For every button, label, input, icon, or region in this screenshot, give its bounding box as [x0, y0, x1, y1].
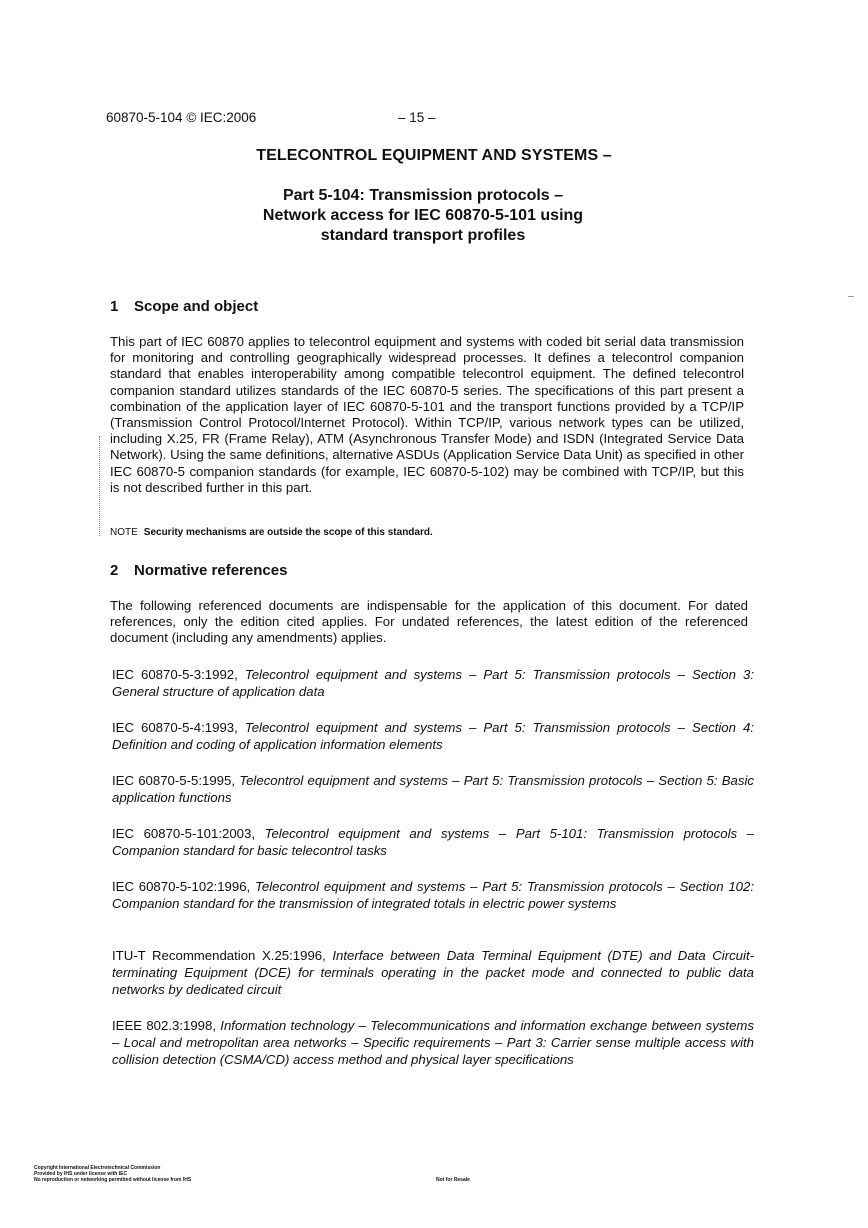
copyright-notice	[34, 1165, 191, 1183]
section-number: 2	[110, 562, 119, 579]
reference-item	[112, 948, 754, 998]
section-number: 1	[110, 298, 119, 315]
note-text: Security mechanisms are outside the scope of this standard.	[143, 527, 433, 538]
document-subtitle	[0, 186, 846, 246]
reference-title: Telecontrol equipment and systems – Part 5-101: Transmission protocols – Companion standard for basic telecontrol tasks	[112, 826, 755, 858]
change-bar	[99, 436, 103, 536]
resale-notice: Not for Resale	[436, 1177, 470, 1183]
reference-id: IEC 60870-5-101:2003,	[112, 826, 256, 841]
reference-title: Telecontrol equipment and systems – Part 5: Transmission protocols – Section 102: Companion standard for the transmission of integrated totals in electric power systems	[112, 879, 755, 911]
reference-id: IEC 60870-5-3:1992,	[112, 667, 238, 682]
reference-id: IEC 60870-5-5:1995,	[112, 773, 236, 788]
section-title: Scope and object	[134, 298, 259, 315]
note	[110, 527, 433, 538]
reference-item	[112, 1018, 754, 1068]
copyright-line: Provided by IHS under license with IEC	[34, 1171, 128, 1177]
reference-item	[112, 826, 754, 860]
note-label: NOTE	[110, 527, 138, 538]
reference-item	[112, 720, 754, 754]
subtitle-line: Part 5-104: Transmission protocols –	[282, 187, 564, 204]
copyright-line: No reproduction or networking permitted without license from IHS	[34, 1177, 192, 1183]
copyright-line: Copyright International Electrotechnical Commission	[34, 1165, 161, 1171]
section-title: Normative references	[134, 562, 288, 579]
reference-item	[112, 773, 754, 807]
section-heading-references	[110, 562, 287, 579]
document-title: TELECONTROL EQUIPMENT AND SYSTEMS –	[256, 147, 612, 164]
reference-title: Information technology – Telecommunications and information exchange between systems – Local and metropolitan area networks – Specific requirements – Part 3: Carrier sense multiple access with collision detection (CSMA/CD) access method and physical layer specifications	[112, 1018, 754, 1067]
scope-paragraph: This part of IEC 60870 applies to telecontrol equipment and systems with coded bit serial data transmission for monitoring and controlling geographically widespread processes. It defines a telecontrol companion standard that enables interoperability among compatible telecontrol equipment. The defined telecontrol companion standard utilizes standards of the IEC 60870-5 series. The specifications of this part present a combination of the application layer of IEC 60870-5-101 and the transport functions provided by a TCP/IP (Transmission Control Protocol/Internet Protocol). Within TCP/IP, various network types can be utilized, including X.25, FR (Frame Relay), ATM (Asynchronous Transfer Mode) and ISDN (Integrated Service Data Network). Using the same definitions, alternative ASDUs (Application Service Data Unit) as specified in other IEC 60870-5 companion standards (for example, IEC 60870-5-102) may be combined with TCP/IP, but this is not described further in this part.	[110, 334, 744, 495]
page-number: – 15 –	[398, 110, 436, 125]
reference-item	[112, 667, 754, 701]
reference-id: IEC 60870-5-102:1996,	[112, 879, 251, 894]
references-paragraph: The following referenced documents are indispensable for the application of this document. For dated references, only the edition cited applies. For undated references, the latest edition of the referenced document (including any amendments) applies.	[110, 598, 748, 646]
reference-id: ITU-T Recommendation X.25:1996,	[112, 948, 326, 963]
subtitle-line: standard transport profiles	[320, 227, 526, 244]
reference-item	[112, 879, 754, 913]
document-reference: 60870-5-104 © IEC:2006	[106, 110, 257, 125]
reference-title: Telecontrol equipment and systems – Part 5: Transmission protocols – Section 4: Definition and coding of application information elements	[112, 720, 754, 752]
section-heading-scope	[110, 298, 258, 315]
reference-id: IEEE 802.3:1998,	[112, 1018, 216, 1033]
margin-mark	[848, 296, 854, 297]
reference-title: Telecontrol equipment and systems – Part 5: Transmission protocols – Section 5: Basic application functions	[112, 773, 755, 805]
reference-id: IEC 60870-5-4:1993,	[112, 720, 238, 735]
reference-title: Telecontrol equipment and systems – Part 5: Transmission protocols – Section 3: General structure of application data	[112, 667, 754, 699]
reference-title: Interface between Data Terminal Equipment (DTE) and Data Circuit-terminating Equipment (DCE) for terminals operating in the packet mode and connected to public data networks by dedicated circuit	[112, 948, 754, 997]
subtitle-line: Network access for IEC 60870-5-101 using	[262, 207, 584, 224]
